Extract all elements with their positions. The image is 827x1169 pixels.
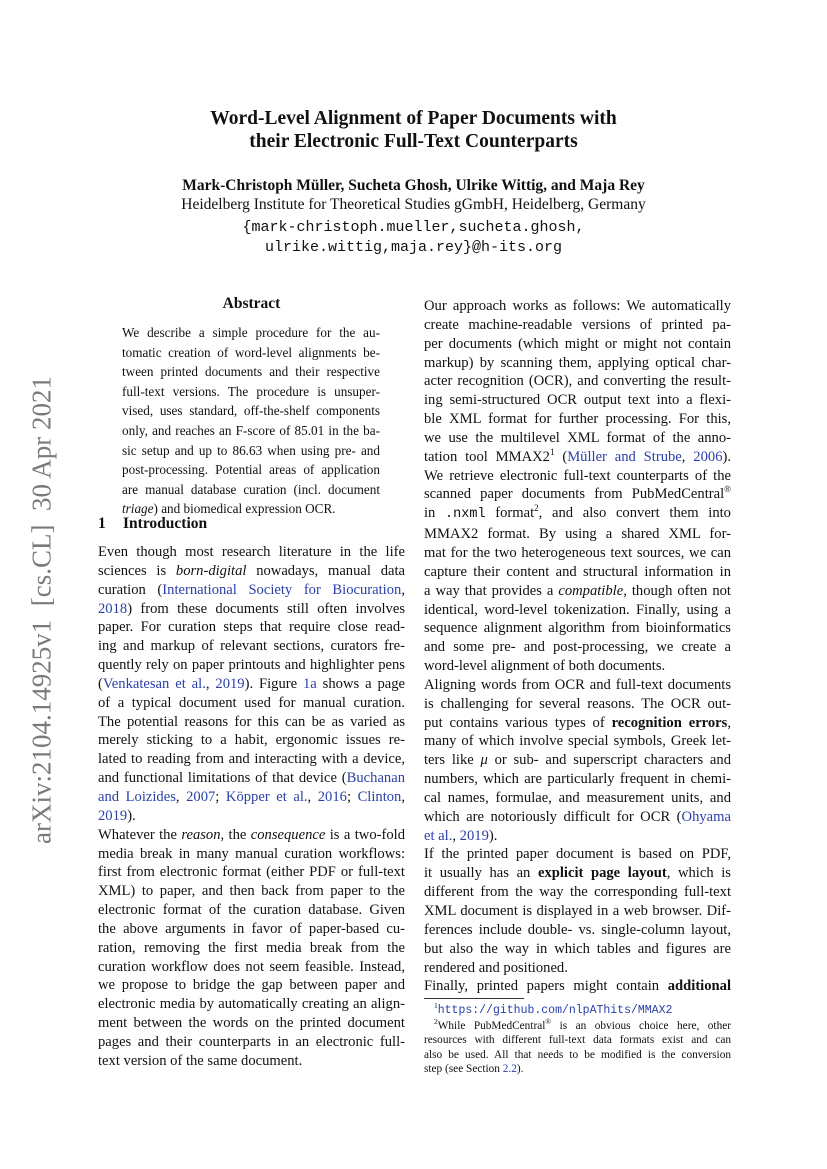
text-run: We describe a simple procedure for the au- (122, 325, 380, 340)
text-run: the above arguments in favor of paper-based cu- (98, 920, 405, 937)
text-line (98, 845, 405, 864)
abstract-heading: Abstract (222, 295, 281, 312)
text-run: electronic media by automatically creating an align- (98, 996, 405, 1013)
citation-link[interactable]: Ohyama (681, 808, 731, 825)
text-line (424, 504, 731, 525)
italic-text: μ (480, 752, 488, 769)
text-line (98, 694, 405, 713)
text-line (424, 940, 731, 959)
text-run: many of which involve special symbols, Greek let- (424, 733, 731, 750)
text-line (424, 1062, 731, 1077)
text-run: is an obvious choice here, other (551, 1019, 731, 1032)
citation-link[interactable]: 2006 (693, 448, 723, 465)
text-line (424, 732, 731, 751)
text-line (424, 1048, 731, 1063)
italic-text: compatible (558, 582, 624, 599)
text-run: curation ( (98, 581, 163, 598)
paragraph (98, 826, 405, 1071)
text-line (424, 297, 731, 316)
text-line (122, 382, 380, 402)
text-run: ; (346, 788, 358, 805)
text-run: word-level alignment of both documents. (424, 658, 666, 675)
bold-text: explicit page layout (537, 865, 667, 882)
citation-link[interactable]: 2019 (98, 807, 128, 824)
text-run: it usually has an (424, 865, 538, 882)
text-run: curation workflow does not seem feasible. Instead, (98, 958, 405, 975)
arxiv-identifier-sidebar: arXiv:2104.14925v1 [cs.CL] 30 Apr 2021 (26, 376, 57, 844)
citation-link[interactable]: 1a (303, 675, 317, 692)
text-run: also be used. All that needs to be modified is the conversion (424, 1048, 731, 1061)
text-run: of a typical document used for manual curation. (98, 694, 405, 711)
authors: Mark-Christoph Müller, Sucheta Ghosh, Ulrike Wittig, and Maja Rey (182, 177, 645, 194)
italic-text: consequence (250, 826, 326, 843)
text-run: different from the way the corresponding full-text (424, 884, 731, 901)
text-line (98, 939, 405, 958)
text-line (424, 751, 731, 770)
text-line (424, 789, 731, 808)
section-title: Introduction (123, 515, 208, 532)
text-line (424, 410, 731, 429)
text-run: and functional limitations of that device ( (98, 770, 347, 787)
footnote (424, 1003, 731, 1019)
text-run: sic setup and up to 86.63 when using pre- and (122, 442, 380, 458)
text-run: markup) by scanning them, applying optical char- (424, 354, 731, 371)
text-run: ters like (424, 752, 481, 769)
text-line (98, 1033, 405, 1052)
text-run: sequence alignment algorithm from bioinformatics (424, 620, 731, 637)
text-run: ). (722, 448, 731, 465)
text-line (98, 713, 405, 732)
text-line (424, 902, 731, 921)
text-run: are manual database curation (incl. document (122, 481, 380, 497)
citation-link[interactable]: and Loizides (98, 788, 176, 805)
text-line (98, 826, 405, 845)
text-line (122, 460, 380, 480)
text-line (424, 316, 731, 335)
text-line (98, 863, 405, 882)
text-run: , (401, 788, 406, 805)
italic-text: born-digital (175, 562, 247, 579)
left-column-body (98, 543, 405, 1071)
text-line (424, 959, 731, 978)
text-run: , (681, 448, 694, 465)
text-run: is a two-fold (325, 826, 405, 843)
text-run: ). (516, 1063, 524, 1075)
text-run: identical, word-level tokenization. Finally, using a (424, 601, 731, 618)
text-run: ( (554, 448, 568, 465)
text-run: capture their content and structural information in (424, 563, 731, 580)
text-run: ble XML format for further processing. For this, (424, 411, 731, 428)
text-run: , (307, 788, 318, 805)
citation-link[interactable]: International Society for Biocuration (162, 581, 402, 598)
citation-link[interactable]: 2016 (317, 788, 347, 805)
text-line (122, 323, 380, 343)
superscript-marker: 1 (434, 1001, 438, 1011)
text-run: quently rely on paper printouts and highlighter pens (98, 657, 405, 674)
text-line (424, 335, 731, 354)
author-emails (0, 218, 827, 257)
text-run: ( (98, 675, 103, 692)
title-line-1: Word-Level Alignment of Paper Documents with (210, 108, 617, 129)
superscript-marker: 2 (434, 1016, 438, 1026)
citation-link[interactable]: 2.2 (502, 1063, 517, 1075)
text-run: a way that provides a (424, 582, 559, 599)
superscript-marker: 1 (549, 446, 555, 457)
text-run: or sub- and superscript characters and (487, 752, 731, 769)
abstract-body (122, 323, 380, 519)
text-run: create machine-readable versions of printed pa- (424, 316, 731, 333)
text-run: numbers, which are particularly frequent in chemi- (424, 771, 731, 788)
text-run: While PubMedCentral (437, 1019, 546, 1032)
text-line (98, 600, 405, 619)
text-line (424, 582, 731, 601)
paragraph (98, 543, 405, 826)
text-line (98, 675, 405, 694)
text-run: tation tool MMAX2 (424, 448, 550, 465)
text-line (122, 343, 380, 363)
right-column-body (424, 297, 731, 996)
email-line-2: ulrike.wittig,maja.rey}@h-its.org (264, 238, 563, 256)
text-run: pages and their counterparts in an electronic full- (98, 1033, 405, 1050)
text-line (424, 695, 731, 714)
text-run: we use the multilevel XML format of the anno- (424, 429, 731, 446)
text-run: electronic format of the curation database. Given (98, 902, 405, 919)
text-run: ). Figure (244, 675, 303, 692)
text-line (424, 354, 731, 373)
text-line (424, 429, 731, 448)
text-run: , and also convert them into (538, 505, 731, 522)
text-line (98, 581, 405, 600)
text-run: full-text versions. The procedure is unsuper- (122, 383, 380, 399)
text-line (424, 864, 731, 883)
text-run: media break in many manual curation workflows: (98, 845, 405, 862)
text-line (122, 362, 380, 382)
citation-link[interactable]: Clinton (357, 788, 402, 805)
text-run: , the (220, 826, 251, 843)
italic-text: triage (122, 501, 154, 517)
text-line (424, 808, 731, 827)
text-line (98, 1052, 405, 1071)
text-run: , which is (666, 865, 731, 882)
section-number: 1 (98, 515, 106, 532)
text-run: ration, removing the first media break from the (98, 939, 405, 956)
text-line (98, 618, 405, 637)
text-run: ; (215, 788, 226, 805)
text-run: Aligning words from OCR and full-text documents (424, 676, 731, 693)
text-run: cal names, formulae, and measurement units, and (424, 789, 731, 806)
text-run: resources with different full-text data formats exist and can (424, 1034, 731, 1046)
text-run: , (401, 581, 405, 598)
text-line (122, 441, 380, 461)
footnote-rule (424, 998, 524, 999)
text-run: XML) to paper, and then back from paper to the (98, 883, 405, 900)
text-run: mat for the two heterogeneous text sources, we can (424, 544, 731, 561)
text-line (424, 977, 731, 996)
paragraph (122, 323, 380, 519)
text-run: first from electronic format (either PDF or full-text (98, 864, 405, 881)
text-run: tomatic creation of word-level alignments be- (122, 344, 380, 360)
text-line (98, 882, 405, 901)
text-run: , (452, 827, 460, 844)
text-line (98, 788, 405, 807)
text-run: , though often not (623, 582, 731, 599)
superscript-marker: 2 (534, 503, 539, 514)
text-line (98, 920, 405, 939)
footnote (424, 1016, 731, 1077)
text-line (98, 731, 405, 750)
citation-link[interactable]: 2018 (98, 600, 128, 617)
text-run: ing semi-structured OCR output text into a flexi- (424, 392, 731, 409)
text-line (424, 1016, 731, 1034)
citation-link[interactable]: Venkatesan et al. (102, 675, 206, 692)
superscript-marker: ® (545, 1016, 552, 1026)
text-run: , (175, 788, 187, 805)
text-run: acter recognition (OCR), and converting the result- (424, 373, 731, 390)
italic-text: reason (181, 826, 221, 843)
text-line (98, 976, 405, 995)
text-line (424, 391, 731, 410)
text-run: ). (127, 807, 136, 824)
text-line (424, 845, 731, 864)
text-line (424, 619, 731, 638)
text-run: which are notoriously difficult for OCR ( (424, 808, 682, 825)
text-line (98, 958, 405, 977)
citation-link[interactable]: Müller and Strube (567, 448, 682, 465)
superscript-marker: ® (724, 484, 731, 495)
text-line (98, 750, 405, 769)
paragraph (424, 676, 731, 846)
text-run: The potential reasons for this can be as varied as (98, 713, 405, 730)
text-line (98, 769, 405, 788)
text-run: and some pre- and post-processing, we create a (424, 639, 731, 656)
text-run: If the printed paper document is based on PDF, (424, 846, 731, 863)
text-line (424, 448, 731, 467)
text-line (424, 601, 731, 620)
text-run: sciences is (98, 562, 176, 579)
text-run: Finally, printed papers might contain (424, 978, 668, 995)
text-run: ferences include double- vs. single-column layout, (424, 921, 731, 938)
text-run: step (see Section (424, 1063, 503, 1075)
text-run: is challenging for several reasons. The OCR out- (424, 695, 731, 712)
text-run: Whatever the (98, 826, 182, 843)
text-line (122, 401, 380, 421)
text-run: , (727, 714, 731, 731)
text-line (98, 995, 405, 1014)
text-line (424, 638, 731, 657)
affiliation: Heidelberg Institute for Theoretical Studies gGmbH, Heidelberg, Germany (181, 196, 646, 213)
paper-title (0, 107, 827, 153)
text-run: Our approach works as follows: We automatically (424, 298, 731, 314)
text-line (424, 714, 731, 733)
text-line (424, 1033, 731, 1048)
text-line (424, 372, 731, 391)
paragraph (424, 845, 731, 977)
text-run: paper. For curation steps that require close read- (98, 619, 405, 636)
text-line (424, 676, 731, 695)
text-run: format (485, 505, 535, 522)
text-line (98, 656, 405, 675)
bold-text: additional (667, 978, 731, 995)
text-run: per documents (which might or might not contain (424, 335, 731, 352)
text-line (98, 807, 405, 826)
citation-link[interactable]: 2019 (215, 675, 245, 692)
text-line (424, 467, 731, 486)
footnote-url-link[interactable]: https://github.com/nlpAThits/MMAX2 (437, 1004, 673, 1017)
text-run: text version of the same document. (98, 1052, 303, 1069)
citation-link[interactable]: 2007 (186, 788, 216, 805)
text-line (424, 921, 731, 940)
text-run: , (205, 675, 216, 692)
text-run: lated to reading from and interacting with a device, (98, 751, 405, 768)
text-run: scanned paper documents from PubMedCentral (424, 486, 725, 503)
citation-link[interactable]: Buchanan (346, 770, 405, 787)
text-line (424, 544, 731, 563)
text-line (122, 421, 380, 441)
citation-link[interactable]: Köpper et al. (225, 788, 308, 805)
text-run: put contains various types of (424, 714, 612, 731)
citation-link[interactable]: et al. (424, 827, 453, 844)
text-line (98, 1014, 405, 1033)
paragraph (424, 977, 731, 996)
text-line (424, 827, 731, 846)
text-run: ). (488, 827, 498, 844)
paragraph (424, 297, 731, 676)
citation-link[interactable]: 2019 (459, 827, 489, 844)
text-run: tween printed documents and their respective (122, 364, 380, 380)
text-run: XML document is displayed in a web browser. Dif- (424, 903, 731, 919)
text-run: MMAX2 format. By using a shared XML for- (424, 526, 731, 543)
text-line (98, 637, 405, 656)
text-run: in (424, 505, 446, 522)
monospace-text: .nxml (445, 507, 486, 523)
title-line-2: their Electronic Full-Text Counterparts (249, 131, 578, 152)
text-run: ment between the words on the printed document (98, 1015, 405, 1032)
text-run: Even though most research literature in the life (98, 544, 405, 560)
section-heading-introduction (98, 515, 207, 533)
text-line (424, 563, 731, 582)
text-run: post-processing. Potential areas of application (122, 462, 380, 478)
text-line (424, 883, 731, 902)
text-run: only, and reaches an F-score of 85.01 in the ba- (122, 422, 380, 438)
email-line-1: {mark-christoph.mueller,sucheta.ghosh, (242, 219, 585, 236)
text-line (122, 480, 380, 500)
text-line (424, 485, 731, 504)
text-line (424, 525, 731, 544)
text-line (424, 770, 731, 789)
text-run: We retrieve electronic full-text counterparts of the (424, 467, 731, 484)
text-line (424, 1003, 731, 1019)
footnotes (424, 1003, 731, 1077)
text-line (98, 562, 405, 581)
text-line (424, 657, 731, 676)
text-run: rendered and positioned. (424, 959, 568, 976)
text-run: shows a page (316, 675, 405, 692)
text-run: we propose to bridge the gap between paper and (98, 977, 405, 994)
text-run: vised, uses standard, off-the-shelf components (122, 403, 380, 419)
text-run: merely sticking to a habit, ergonomic issues re- (98, 732, 405, 749)
text-run: nowadays, manual data (246, 562, 405, 579)
text-run: ing and markup of relevant sections, curators fre- (98, 638, 405, 655)
bold-text: recognition errors (611, 714, 728, 731)
text-run: ) and biomedical expression OCR. (153, 501, 336, 517)
text-run: ) from these documents still often involves (127, 600, 405, 617)
text-run: but also the way in which tables and figures are (424, 940, 731, 957)
text-line (98, 901, 405, 920)
text-line (98, 543, 405, 562)
